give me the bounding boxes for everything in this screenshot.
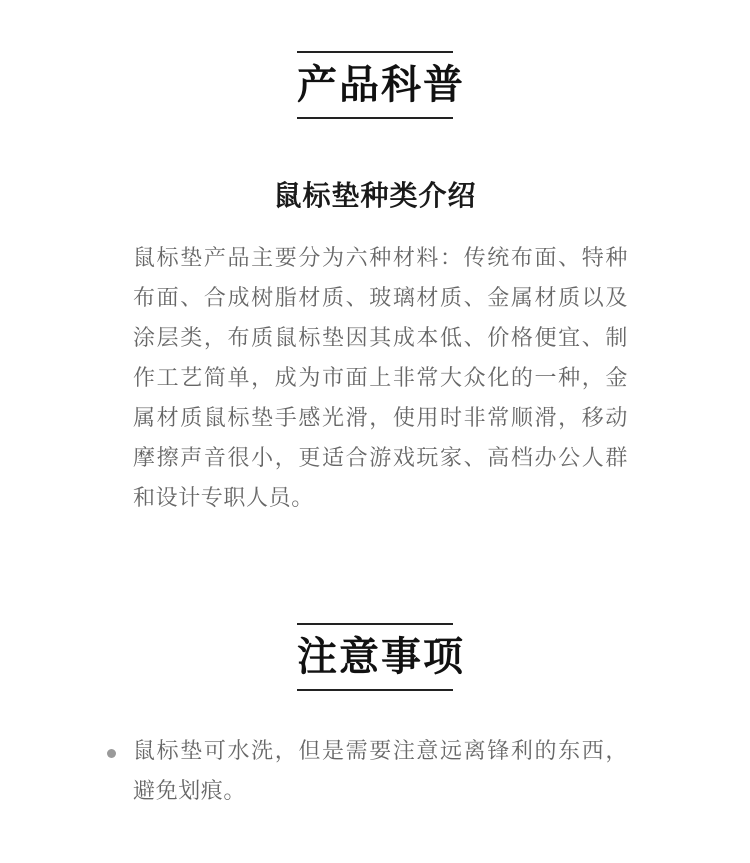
section-heading: 产品科普 xyxy=(297,51,453,119)
subtitle-mousepad-types: 鼠标垫种类介绍 xyxy=(273,179,477,212)
section-title-precautions xyxy=(0,623,750,691)
intro-paragraph: 鼠标垫产品主要分为六种材料：传统布面、特种布面、合成树脂材质、玻璃材质、金属材质以及涂层类，布质鼠标垫因其成本低、价格便宜、制作工艺简单，成为市面上非常大众化的一种，金属材质鼠标垫手感光滑，使用时非常顺滑，移动摩擦声音很小，更适合游戏玩家、高档办公人群和设计专职人员。 xyxy=(133,246,628,511)
section-title-product-knowledge xyxy=(0,51,750,119)
section-heading: 注意事项 xyxy=(297,623,453,691)
bullet-dot-icon xyxy=(107,749,116,758)
bullet-text: 鼠标垫可水洗，但是需要注意远离锋利的东西，避免划痕。 xyxy=(133,739,628,804)
